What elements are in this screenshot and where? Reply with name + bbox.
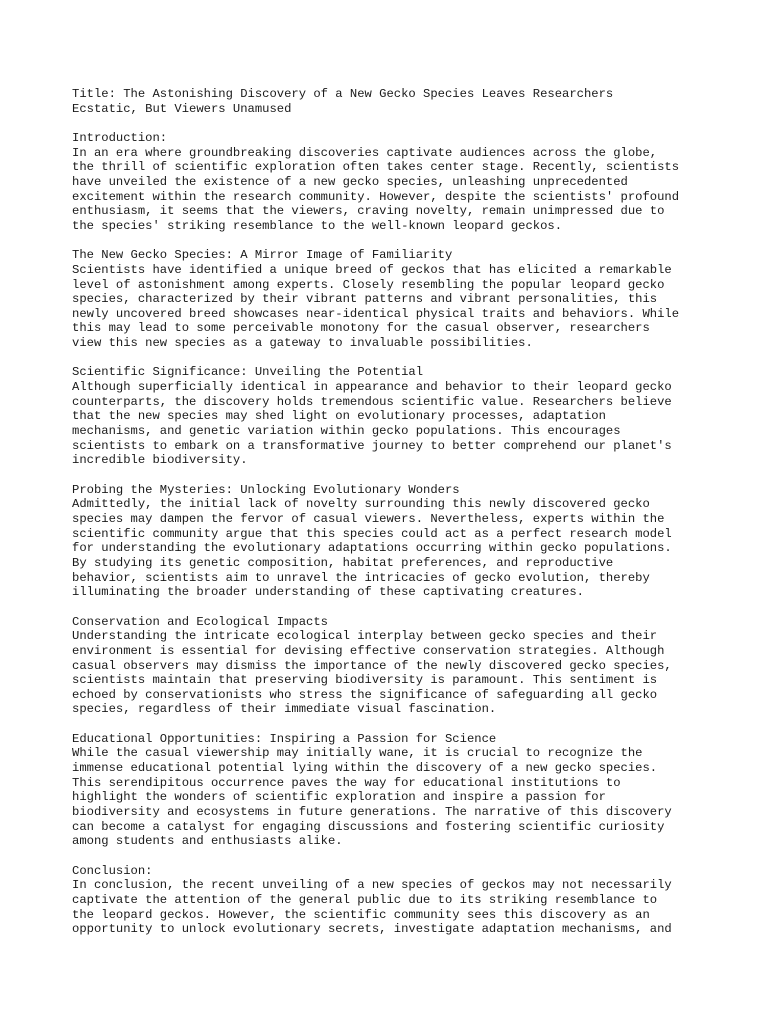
- paragraph-line: enthusiasm, it seems that the viewers, craving novelty, remain unimpressed due to: [72, 204, 665, 219]
- paragraph-line: among students and enthusiasts alike.: [72, 834, 343, 849]
- paragraph-line: level of astonishment among experts. Closely resembling the popular leopard gecko: [72, 277, 665, 292]
- section-heading: Conservation and Ecological Impacts: [72, 614, 328, 629]
- paragraph-line: opportunity to unlock evolutionary secrets, investigate adaptation mechanisms, and: [72, 922, 672, 937]
- paragraph-line: species may dampen the fervor of casual viewers. Nevertheless, experts within the: [72, 511, 665, 526]
- paragraph-line: environment is essential for devising effective conservation strategies. Although: [72, 643, 665, 658]
- paragraph-line: have unveiled the existence of a new gecko species, unleashing unprecedented: [72, 174, 628, 189]
- section-heading: Conclusion:: [72, 863, 153, 878]
- paragraph-line: the thrill of scientific exploration often takes center stage. Recently, scientists: [72, 160, 680, 175]
- paragraph-line: scientists maintain that preserving biodiversity is paramount. This sentiment is: [72, 673, 658, 688]
- paragraph-line: biodiversity and ecosystems in future generations. The narrative of this discovery: [72, 805, 672, 820]
- paragraph-line: newly uncovered breed showcases near-identical physical traits and behaviors. While: [72, 306, 680, 321]
- section-new-gecko-species: [72, 248, 712, 351]
- paragraph-line: view this new species as a gateway to invaluable possibilities.: [72, 336, 533, 351]
- title-line: Title: The Astonishing Discovery of a New Gecko Species Leaves Researchers: [72, 87, 614, 101]
- section-introduction: [72, 131, 712, 234]
- paragraph-line: casual observers may dismiss the importance of the newly discovered gecko species,: [72, 658, 672, 673]
- paragraph-line: While the casual viewership may initially wane, it is crucial to recognize the: [72, 746, 643, 761]
- paragraph-line: behavior, scientists aim to unravel the intricacies of gecko evolution, thereby: [72, 570, 650, 585]
- section-educational-opportunities: [72, 732, 712, 849]
- paragraph-line: captivate the attention of the general public due to its striking resemblance to: [72, 892, 658, 907]
- document-page: [72, 87, 712, 952]
- paragraph-line: immense educational potential lying within the discovery of a new gecko species.: [72, 761, 658, 776]
- paragraph-line: excitement within the research community. However, despite the scientists' profound: [72, 189, 680, 204]
- paragraph-line: mechanisms, and genetic variation within gecko populations. This encourages: [72, 424, 621, 439]
- paragraph-line: the leopard geckos. However, the scientific community sees this discovery as an: [72, 907, 650, 922]
- paragraph-line: Scientists have identified a unique breed of geckos that has elicited a remarkable: [72, 262, 672, 277]
- section-conclusion: [72, 864, 712, 937]
- section-scientific-significance: [72, 365, 712, 468]
- paragraph-line: for understanding the evolutionary adaptations occurring within gecko populations.: [72, 541, 672, 556]
- paragraph-line: Admittedly, the initial lack of novelty surrounding this newly discovered gecko: [72, 497, 650, 512]
- paragraph-line: species, characterized by their vibrant patterns and vibrant personalities, this: [72, 292, 658, 307]
- paragraph-line: In an era where groundbreaking discoveries captivate audiences across the globe,: [72, 145, 658, 160]
- paragraph-line: In conclusion, the recent unveiling of a new species of geckos may not necessarily: [72, 878, 672, 893]
- section-heading: Probing the Mysteries: Unlocking Evolutionary Wonders: [72, 482, 460, 497]
- paragraph-line: this may lead to some perceivable monotony for the casual observer, researchers: [72, 321, 650, 336]
- paragraph-line: counterparts, the discovery holds tremendous scientific value. Researchers believe: [72, 394, 672, 409]
- paragraph-line: scientific community argue that this species could act as a perfect research model: [72, 526, 672, 541]
- paragraph-line: This serendipitous occurrence paves the way for educational institutions to: [72, 775, 621, 790]
- paragraph-line: that the new species may shed light on evolutionary processes, adaptation: [72, 409, 606, 424]
- section-heading: Introduction:: [72, 130, 168, 145]
- paragraph-line: echoed by conservationists who stress the significance of safeguarding all gecko: [72, 687, 658, 702]
- document-title: [72, 87, 712, 116]
- paragraph-line: illuminating the broader understanding of these captivating creatures.: [72, 585, 584, 600]
- paragraph-line: By studying its genetic composition, habitat preferences, and reproductive: [72, 555, 614, 570]
- paragraph-line: Understanding the intricate ecological interplay between gecko species and their: [72, 629, 658, 644]
- paragraph-line: incredible biodiversity.: [72, 453, 248, 468]
- paragraph-line: can become a catalyst for engaging discussions and fostering scientific curiosity: [72, 819, 665, 834]
- paragraph-line: species, regardless of their immediate visual fascination.: [72, 702, 497, 717]
- paragraph-line: highlight the wonders of scientific exploration and inspire a passion for: [72, 790, 606, 805]
- paragraph-line: Although superficially identical in appearance and behavior to their leopard gecko: [72, 380, 672, 395]
- paragraph-line: scientists to embark on a transformative journey to better comprehend our planet's: [72, 438, 672, 453]
- paragraph-line: the species' striking resemblance to the well-known leopard geckos.: [72, 218, 563, 233]
- section-conservation: [72, 615, 712, 718]
- section-heading: Scientific Significance: Unveiling the Potential: [72, 365, 424, 380]
- title-line: Ecstatic, But Viewers Unamused: [72, 101, 292, 116]
- section-probing-mysteries: [72, 483, 712, 600]
- section-heading: The New Gecko Species: A Mirror Image of Familiarity: [72, 248, 453, 263]
- section-heading: Educational Opportunities: Inspiring a Passion for Science: [72, 731, 497, 746]
